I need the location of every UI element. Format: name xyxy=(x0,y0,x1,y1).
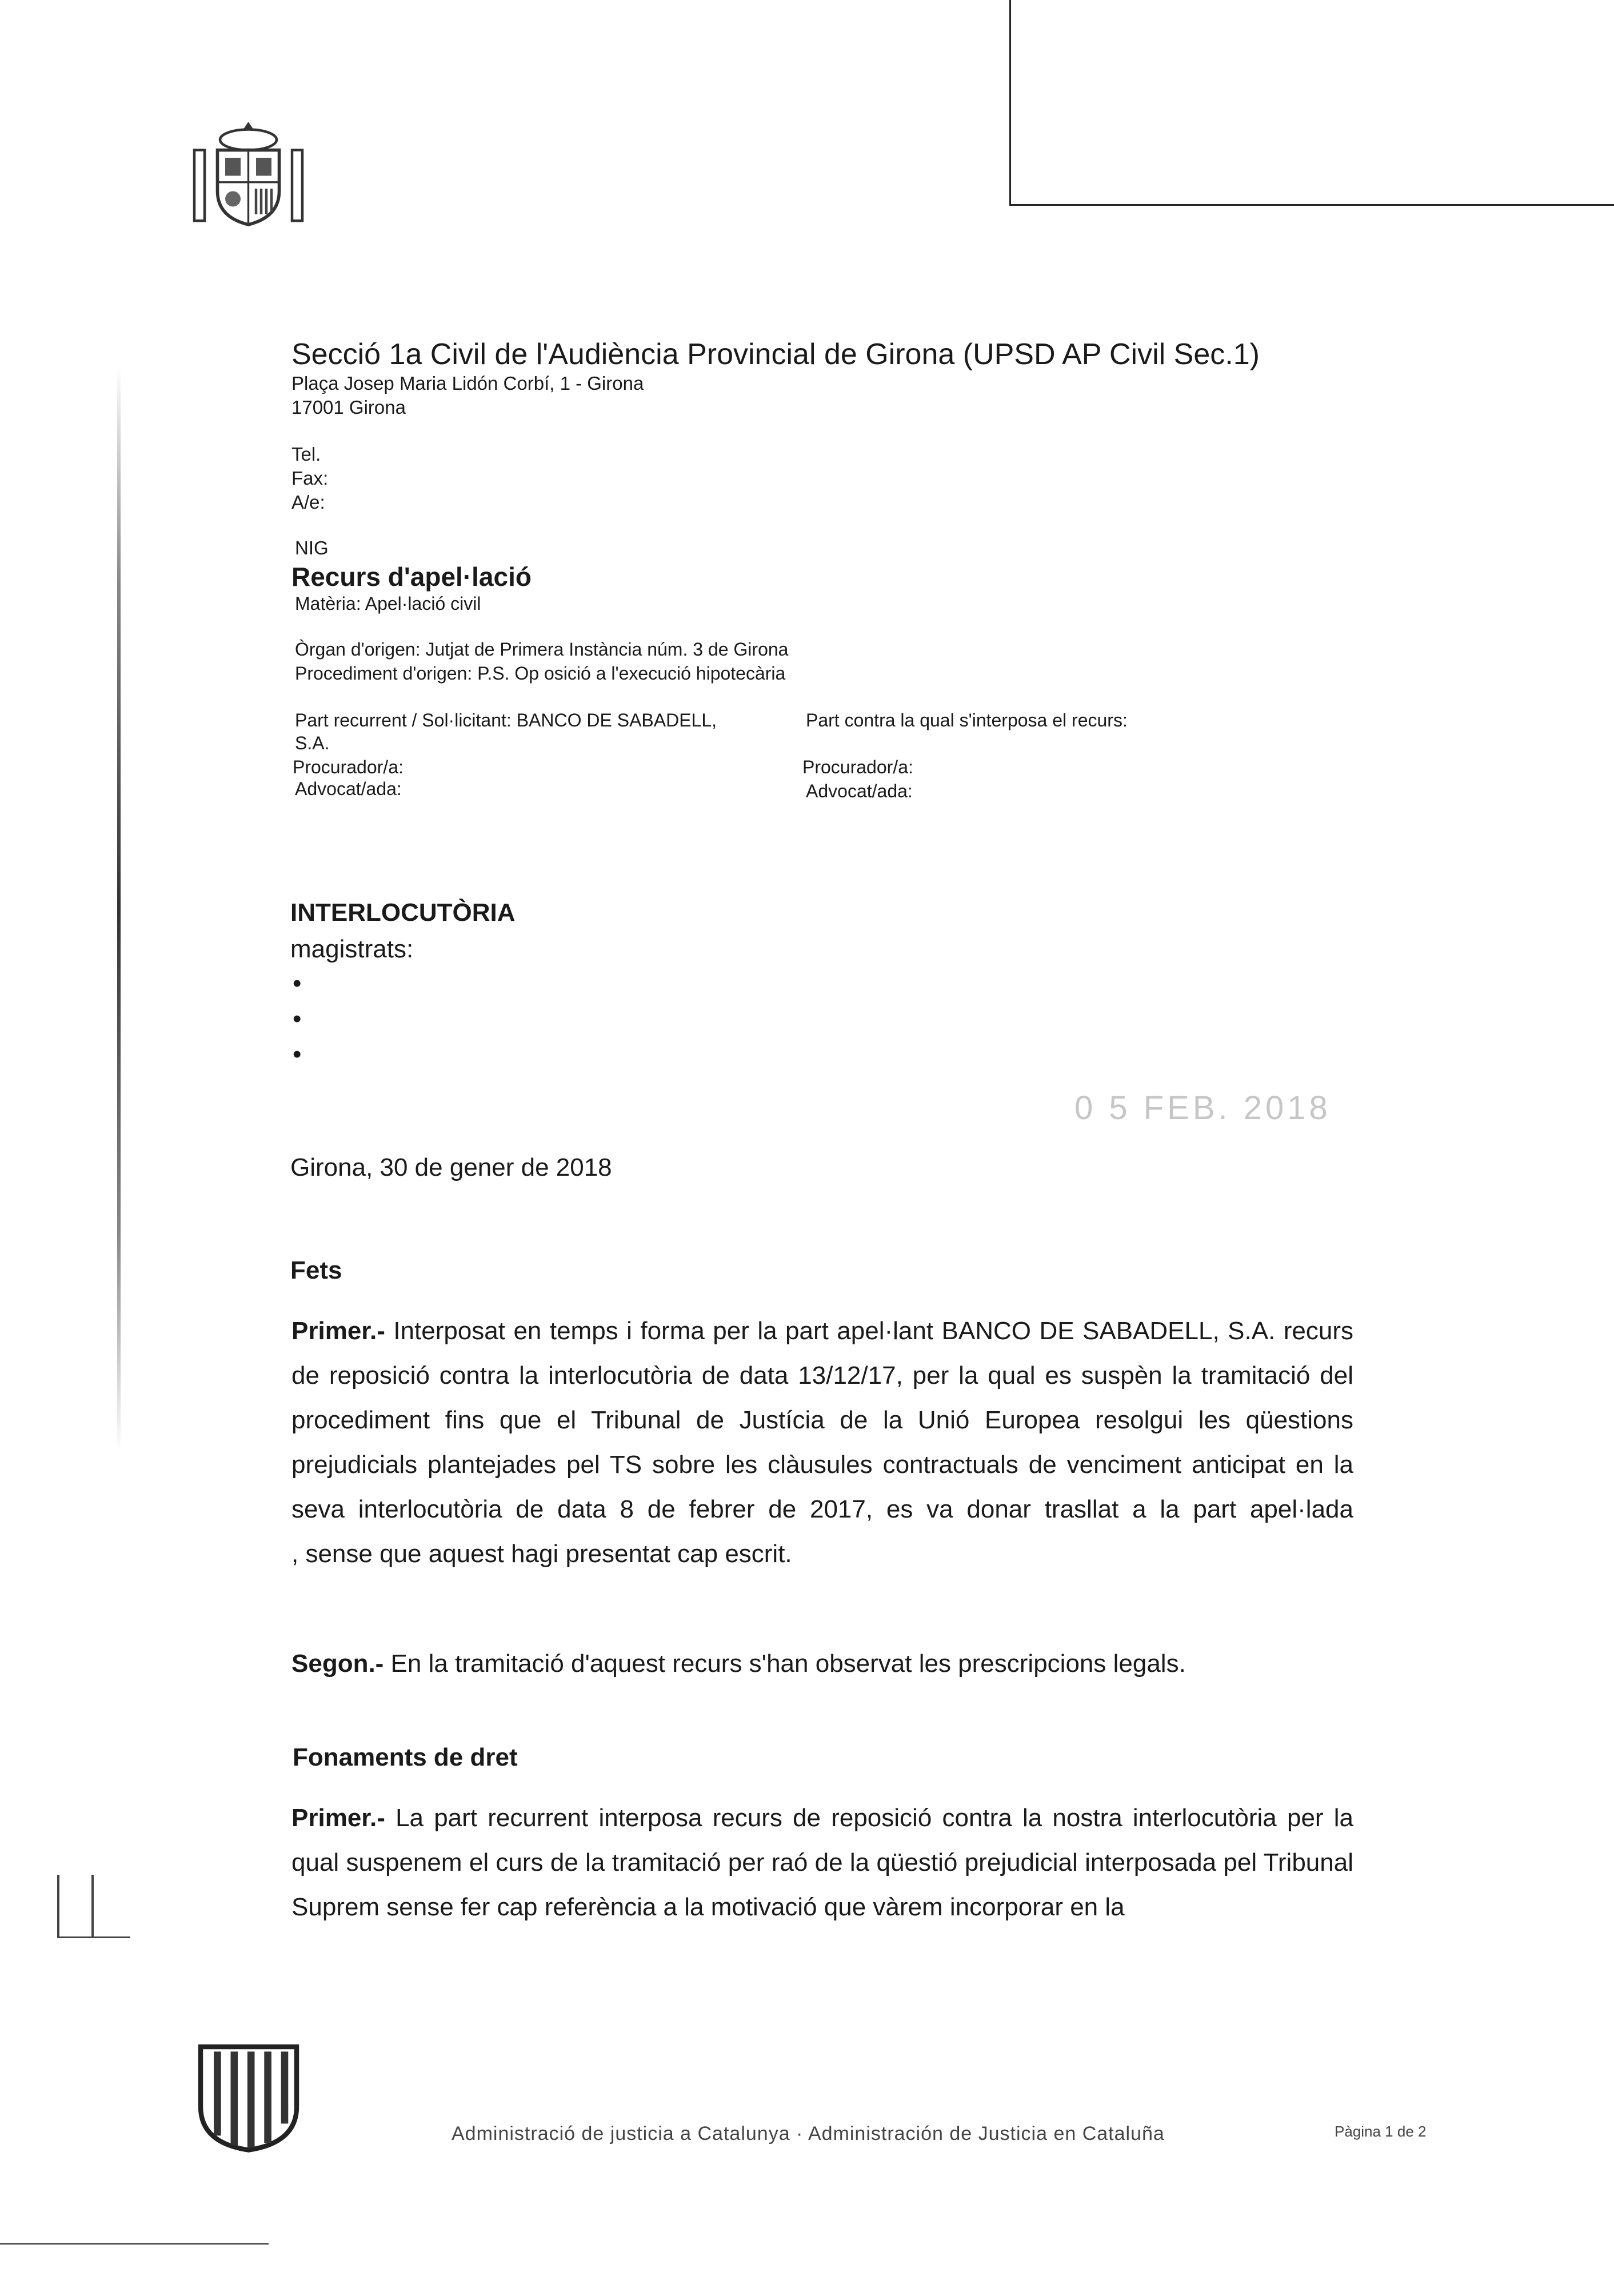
fonaments-primer-label: Primer.- xyxy=(291,1804,385,1832)
fonaments-primer-paragraph xyxy=(291,1796,1353,1930)
advocat-right: Advocat/ada: xyxy=(806,781,913,801)
procediment-origen: Procediment d'origen: P.S. Op osició a l'execució hipotecària xyxy=(295,663,786,684)
place-date: Girona, 30 de gener de 2018 xyxy=(290,1153,612,1181)
recurs-title: Recurs d'apel·lació xyxy=(291,562,532,592)
tel-label: Tel. xyxy=(291,444,321,465)
fets-primer-text: Interposat en temps i forma per la part apel·lant BANCO DE SABADELL, S.A. recurs de reposició contra la interlocutòria de data 13/12/17, per la qual es suspèn la tramitació del procediment fins que el Tribunal de Justícia de la Unió Europea resolgui les qüestions prejudicials plantejades pel TS sobre les clàusules contractuals de venciment anticipat en la seva interlocutòria de data 8 de febrer de 2017, es va donar trasllat a la part apel·lada , sense que aquest hagi presentat cap escrit. xyxy=(291,1317,1598,1568)
part-recurrent: Part recurrent / Sol·licitant: BANCO DE SABADELL, xyxy=(295,710,717,730)
fonaments-heading: Fonaments de dret xyxy=(293,1743,518,1771)
fets-primer-label: Primer.- xyxy=(291,1317,385,1345)
procurador-left: Procurador/a: xyxy=(293,757,403,777)
scan-bottom-line xyxy=(0,2243,269,2245)
court-name: Secció 1a Civil de l'Audiència Provincial de Girona (UPSD AP Civil Sec.1) xyxy=(291,338,1260,371)
fax-label: Fax: xyxy=(291,468,329,489)
advocat-left: Advocat/ada: xyxy=(295,778,402,799)
resolution-type: INTERLOCUTÒRIA xyxy=(290,899,516,927)
email-label: A/e: xyxy=(291,492,325,513)
coat-of-arms-emblem xyxy=(184,111,313,240)
organ-origen: Òrgan d'origen: Jutjat de Primera Instància núm. 3 de Girona xyxy=(295,639,789,660)
part-recurrent-cont: S.A. xyxy=(295,733,330,753)
page-number: Pàgina 1 de 2 xyxy=(1335,2123,1427,2140)
magistrat-bullet: • xyxy=(293,1040,302,1068)
part-contra: Part contra la qual s'interposa el recurs: xyxy=(806,710,1128,730)
scan-bracket-mark xyxy=(57,1875,59,1938)
scan-margin-mark xyxy=(117,366,121,1452)
fets-primer-paragraph xyxy=(291,1309,1598,1576)
generalitat-logo xyxy=(189,2035,309,2155)
magistrat-bullet: • xyxy=(293,969,302,997)
fets-segon-label: Segon.- xyxy=(291,1650,384,1678)
fets-segon-text: En la tramitació d'aquest recurs s'han observat les prescripcions legals. xyxy=(383,1650,1186,1678)
registration-stamp-box xyxy=(1009,0,1614,206)
scan-bracket-mark xyxy=(57,1936,130,1938)
fets-heading: Fets xyxy=(290,1256,342,1284)
scan-bracket-mark xyxy=(91,1875,94,1938)
fonaments-primer-text: La part recurrent interposa recurs de reposició contra la nostra interlocutòria per la qual suspenem el curs de la tramitació per raó de la qüestió prejudicial interposada pel Tribunal Suprem sense fer cap referència a la motivació que vàrem incorporar en la xyxy=(291,1804,1353,1921)
magistrat-bullet: • xyxy=(293,1005,302,1033)
received-date-stamp: 0 5 FEB. 2018 xyxy=(1074,1089,1331,1127)
nig-label: NIG xyxy=(295,537,329,558)
court-address: Plaça Josep Maria Lidón Corbí, 1 - Girona xyxy=(291,373,644,394)
materia: Matèria: Apel·lació civil xyxy=(295,593,481,614)
fets-segon-paragraph xyxy=(291,1642,1353,1686)
magistrats-label: magistrats: xyxy=(290,935,414,963)
footer-admin-text: Administració de justicia a Catalunya · Administración de Justicia en Cataluña xyxy=(452,2123,1165,2145)
procurador-right: Procurador/a: xyxy=(802,757,913,777)
court-postal-city: 17001 Girona xyxy=(291,397,406,418)
